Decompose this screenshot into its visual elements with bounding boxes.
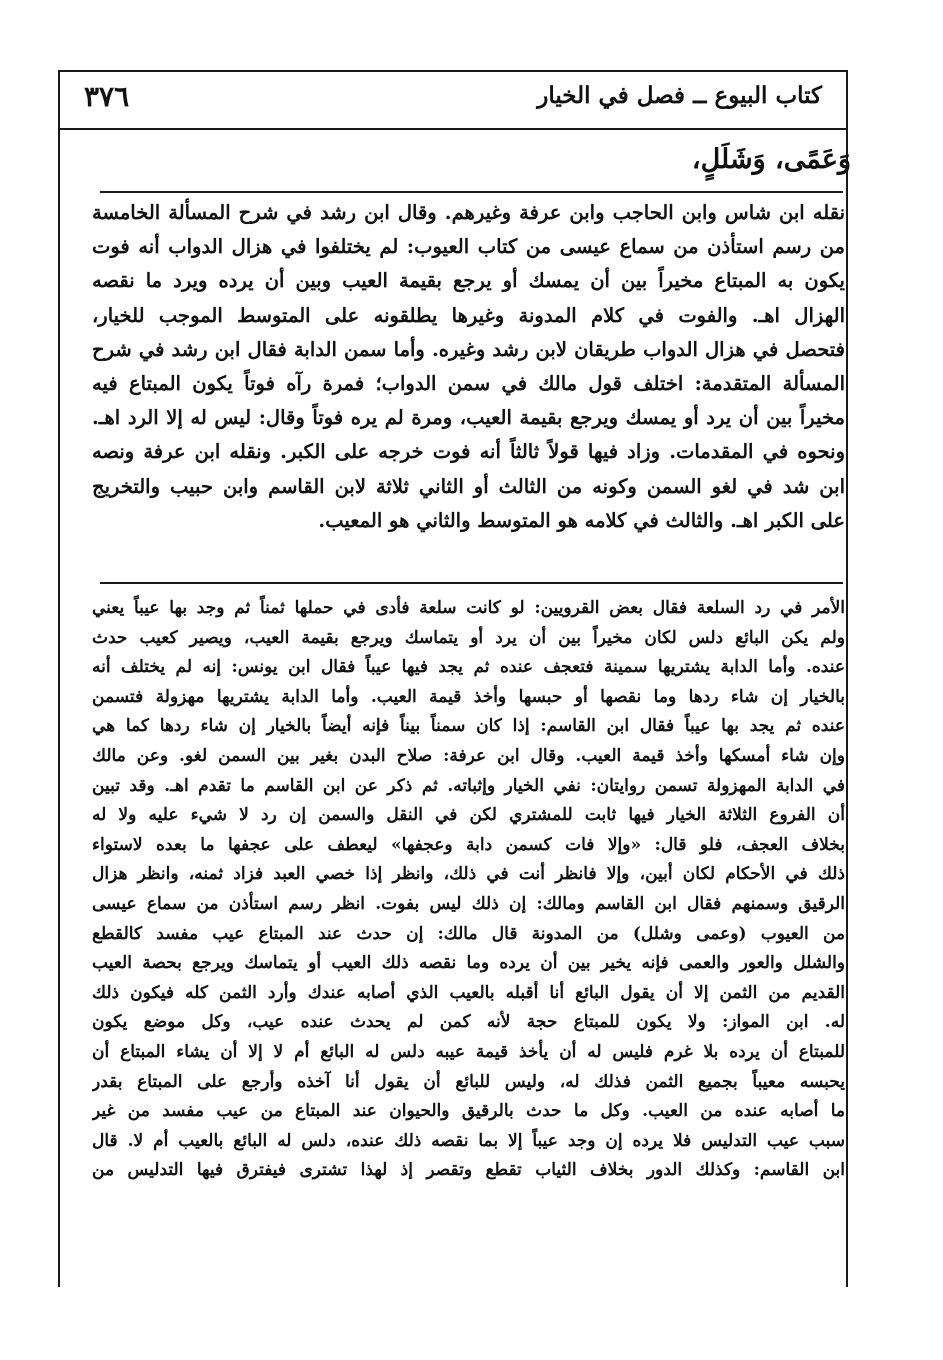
footnote-line: عنده. وأما الدابة يشتريها سمينة فتعجف عنده ثم يجد فيها عيباً فقال ابن يونس: إنه لم يختلف أنه [92, 657, 845, 678]
footnote-line: للمبتاع أن يرده بلا غرم فليس له أن يأخذ قيمة عيبه دلس له البائع أم لا إلا أن يشاء المبتاع أن [92, 1041, 845, 1062]
commentary-line: على الكبر اهـ. والثالث في كلامه هو المتوسط والثاني هو المعيب. [318, 508, 845, 532]
footnote-line: يحبسه معيباً بجميع الثمن فذلك له، وليس للبائع أن يقول أنا آخذه وأرجع على المبتاع بقدر [92, 1071, 845, 1092]
commentary-line: الهزال اهـ. والفوت في كلام المدونة وغيرها يطلقونه على المتوسط الموجب للخيار، [92, 303, 845, 327]
commentary-line: من رسم استأذن من سماع عيسى من كتاب العيوب: لم يختلفوا في هزال الدواب أنه فوت [92, 235, 845, 259]
footnote-line: من العيوب (وعمى وشلل) من المدونة قال مالك: إن حدث عند المبتاع عيب مفسد كالقطع [92, 923, 845, 944]
commentary-line: يكون به المبتاع مخيراً بين أن يمسك أو يرجع بقيمة العيب وبين أن يرده ويرد ما نقصه [92, 269, 845, 293]
commentary-block [92, 196, 845, 538]
footnote-line: القديم من الثمن إلا أن يقول البائع أنا أقبله بالعيب الذي أصابه عندك وأرد الثمن كله فيكون ذلك [92, 982, 845, 1003]
commentary-line: المسألة المتقدمة: اختلف قول مالك في سمن الدواب؛ فمرة رآه فوتاً يكون المبتاع فيه [92, 372, 845, 396]
footnote-line: بالخيار إن شاء ردها وما نقصها أو حبسها وأخذ قيمة العيب. وأما الدابة يشتريها مهزولة فتسمن [92, 686, 845, 707]
footnote-line: له. ابن المواز: ولا يكون للمبتاع حجة لأنه كمن لم يحدث عنده عيب، وكل موضع يكون [92, 1012, 845, 1033]
footnote-line: أن الفروع الثلاثة الخيار فيها ثابت للمشتري لكن في النقل والسمن إن رد لا شيء عليه ولا له [92, 805, 845, 826]
page-number: ٣٧٦ [84, 80, 130, 113]
running-title: كتاب البيوع ــ فصل في الخيار [537, 82, 822, 109]
footnote-line: سبب عيب التدليس فلا يرده إن وجد عيباً إلا بما نقصه ذلك عنده، دلس له البائع بالعيب أم لا. قال [92, 1130, 845, 1151]
footnote-line: بخلاف العجف، فلو قال: «وإلا فات كسمن دابة وعجفها» ليعطف على عجفها ما بعده لاستواء [92, 834, 845, 855]
commentary-line: ابن شد في لغو السمن وكونه من الثالث أو الثاني ثلاثة لابن القاسم وابن حبيب والتخريج [92, 474, 845, 498]
page-header [60, 72, 846, 130]
divider-upper [100, 191, 843, 193]
footnote-line: ذلك في الأحكام لكان أبين، وإلا فانظر أنت في ذلك، وانظر إذا خصي العبد فزاد ثمنه، وانظر هزال [92, 864, 845, 885]
footnote-block [92, 594, 845, 1186]
commentary-line: مخيراً بين أن يرد أو يمسك ويرجع بقيمة العيب، ومرة لم يره فوتاً وقال: ليس له إلا الرد اهـ. [92, 406, 845, 430]
footnote-line: الرقيق وسمنهم فقال ابن القاسم ومالك: إن ذلك ليس بفوت. انظر رسم استأذن من سماع عيسى [92, 893, 845, 914]
footnote-line: الأمر في رد السلعة فقال بعض القرويين: لو كانت سلعة فأدى في حملها ثمناً ثم وجد بها عيباً يعني [92, 598, 845, 618]
footnote-line: ما أصابه عنده من العيب. وكل ما حدث بالرقيق والحيوان عند المبتاع من عيب مفسد من غير [92, 1101, 845, 1122]
footnote-line: عنده ثم يجد بها عيباً فقال ابن القاسم: إذا كان سمناً بيناً فإنه أيضاً بالخيار إن شاء ردها كما هي [92, 716, 845, 737]
commentary-line: ونحوه في المقدمات. وزاد فيها قولاً ثالثاً أنه فوت خرجه على الكبر. ونقله ابن عرفة ونصه [92, 440, 845, 464]
commentary-line: نقله ابن شاس وابن الحاجب وابن عرفة وغيرهم. وقال ابن رشد في شرح المسألة الخامسة [92, 201, 845, 224]
footnote-line: وإن شاء أمسكها وأخذ قيمة العيب. وقال ابن عرفة: صلاح البدن بغير بين السمن لغو. وعن مالك [92, 745, 845, 766]
footnote-line: ولم يكن البائع دلس لكان مخيراً بين أن يرد أو يتماسك ويرجع بقيمة العيب، ويصير كعيب حدث [92, 627, 845, 648]
footnote-line: والشلل والعور والعمى فإنه يخير بين أن يرده وما نقصه ذلك العيب أو يتماسك ويرجع بحصة العيب [92, 953, 845, 974]
commentary-line: فتحصل في هزال الدواب طريقان لابن رشد وغيره. وأما سمن الدابة فقال ابن رشد في شرح [92, 337, 845, 361]
divider-lower [100, 582, 843, 584]
footnote-line: ابن القاسم: وكذلك الدور بخلاف الثياب تقطع وتقصر إذ لهذا تشترى فيفترق فيها التدليس من [92, 1160, 845, 1181]
footnote-line: في الدابة المهزولة تسمن روايتان: نفي الخيار وإثباته. ثم ذكر عن ابن القاسم ما تقدم اهـ. وقد تبين [92, 775, 845, 796]
matn-text: وَعَمًى، وَشَلَلٍ، [691, 144, 851, 175]
